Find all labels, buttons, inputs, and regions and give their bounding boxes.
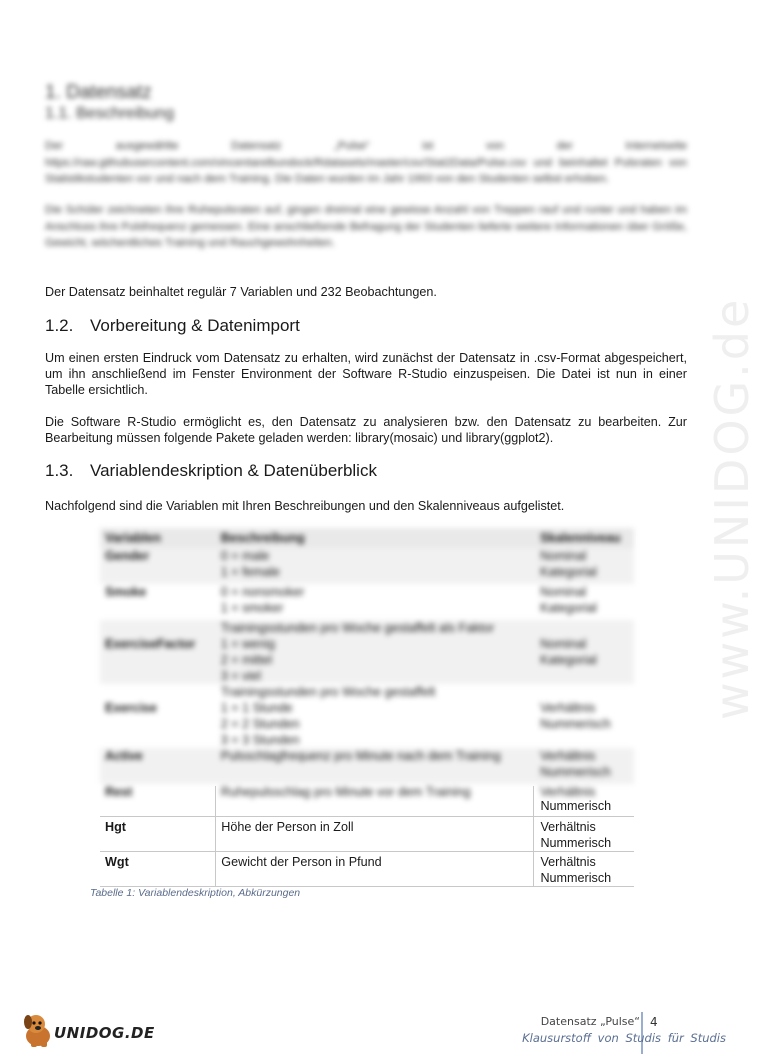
dog-mascot-icon bbox=[22, 1010, 56, 1050]
table-caption: Tabelle 1: Variablendeskription, Abkürzungen bbox=[90, 887, 301, 899]
cell-line: 2 = mittel bbox=[220, 653, 273, 667]
footer-document-title: Datensatz „Pulse“ bbox=[540, 1015, 640, 1028]
table-cell: Verhältnis bbox=[540, 785, 596, 799]
table-header-cell: Beschreibung bbox=[220, 531, 305, 545]
table-row bbox=[100, 584, 634, 620]
cell-line: 0 = nonsmoker bbox=[220, 585, 305, 599]
table-cell bbox=[216, 620, 534, 684]
cell-line: Kategorial bbox=[540, 601, 597, 615]
table-cell bbox=[534, 584, 634, 620]
table-cell bbox=[216, 584, 534, 620]
section-title: Variablendeskription & Datenüberblick bbox=[90, 461, 377, 480]
table-header-cell: Variablen bbox=[105, 531, 162, 545]
table-cell: Exercise bbox=[105, 701, 157, 715]
table-cell: Rest bbox=[105, 785, 133, 799]
table-cell bbox=[534, 548, 634, 584]
table-cell bbox=[100, 786, 215, 816]
cell-line: Nummerisch bbox=[540, 836, 612, 850]
table-cell bbox=[216, 548, 534, 584]
table-cell: Nummerisch bbox=[540, 799, 612, 813]
cell-line: 2 = 2 Stunden bbox=[220, 717, 300, 731]
variable-table-blurred bbox=[100, 528, 634, 806]
cell-line: 0 = male bbox=[220, 549, 270, 563]
paragraph-dataset-source: Der ausgewählte Datensatz „Pulse“ ist von der Internetseite https://raw.githubusercontent.com/vincentarelbundock/Rdatasets/master/csv/Stat2Data/Pulse.csv und beinhaltet Pulsraten von Statistikstudenten vor und nach dem Training. Die Daten wurden im Jahr 1993 von den Studenten selbst erhoben. bbox=[45, 140, 687, 185]
chapter-heading: 1. Datensatz bbox=[45, 82, 152, 103]
table-header-cell: Skalenniveau bbox=[540, 531, 621, 545]
table-row bbox=[100, 816, 634, 851]
table-cell bbox=[534, 620, 634, 684]
table-cell bbox=[534, 684, 634, 748]
paragraph-table-intro: Nachfolgend sind die Variablen mit Ihren Beschreibungen und den Skalenniveaus aufgelistet. bbox=[45, 499, 565, 513]
table-cell: Ruhepulsschlag pro Minute vor dem Training bbox=[220, 785, 471, 799]
table-cell bbox=[216, 684, 534, 748]
table-row bbox=[100, 851, 634, 887]
table-cell bbox=[534, 817, 634, 851]
table-cell: Gender bbox=[105, 549, 150, 563]
table-cell bbox=[534, 748, 634, 784]
table-cell: ExerciseFactor bbox=[105, 637, 196, 651]
cell-line: Verhältnis bbox=[540, 749, 596, 763]
section-heading-1-1: 1.1. Beschreibung bbox=[45, 105, 174, 122]
section-title: Vorbereitung & Datenimport bbox=[90, 316, 300, 335]
table-row bbox=[100, 548, 634, 584]
cell-line: Verhältnis bbox=[540, 820, 596, 834]
cell-line: Kategorial bbox=[540, 565, 597, 579]
variable-table-visible bbox=[100, 786, 634, 887]
cell-line: 3 = 3 Stunden bbox=[220, 733, 300, 747]
table-cell: Höhe der Person in Zoll bbox=[215, 817, 534, 851]
cell-line: Nominal bbox=[540, 549, 587, 563]
table-cell: Smoke bbox=[105, 585, 147, 599]
table-cell: Active bbox=[105, 749, 143, 763]
section-heading-1-2 bbox=[45, 316, 300, 336]
table-cell: Wgt bbox=[105, 855, 129, 869]
paragraph-dataset-method: Die Schüler zeichneten ihre Ruhepulsraten auf, gingen dreimal eine gewisse Anzahl von Treppen rauf und runter und haben im Anschluss ihre Pulsfrequenz gemessen. Eine anschließende Befragung der Studenten lieferte weitere Informationen über Größe, Gewicht, wöchentliches Training und Rauchgewohnheiten. bbox=[45, 204, 687, 249]
table-header-row bbox=[100, 528, 634, 548]
unidog-logo[interactable] bbox=[22, 1010, 155, 1050]
paragraph-dataset-size: Der Datensatz beinhaltet regulär 7 Variablen und 232 Beobachtungen. bbox=[45, 285, 437, 299]
cell-line: Trainingsstunden pro Woche gestaffelt als Faktor bbox=[220, 621, 495, 635]
cell-line: Nominal bbox=[540, 585, 587, 599]
table-row bbox=[100, 786, 634, 816]
cell-line: Verhältnis bbox=[540, 701, 596, 715]
table-cell bbox=[534, 852, 634, 886]
table-cell: Hgt bbox=[105, 820, 126, 834]
table-cell bbox=[215, 786, 534, 816]
footer-tagline: Klausurstoff von Studis für Studis bbox=[522, 1031, 726, 1045]
cell-line: 1 = smoker bbox=[220, 601, 284, 615]
cell-line: Verhältnis bbox=[540, 855, 596, 869]
cell-line: 1 = female bbox=[220, 565, 280, 579]
cell-line: Nummerisch bbox=[540, 765, 611, 779]
cell-line: 1 = 1 Stunde bbox=[220, 701, 293, 715]
cell-line: 3 = viel bbox=[220, 669, 261, 683]
logo-text: UNIDOG.DE bbox=[54, 1024, 155, 1042]
paragraph-rstudio: Die Software R-Studio ermöglicht es, den Datensatz zu analysieren bzw. den Datensatz zu bearbeiten. Zur Bearbeitung müssen folgende Pakete geladen werden: library(mosaic) und library(ggplot2). bbox=[45, 415, 687, 445]
cell-line: Kategorial bbox=[540, 653, 597, 667]
table-row bbox=[100, 748, 634, 784]
paragraph-import: Um einen ersten Eindruck vom Datensatz zu erhalten, wird zunächst der Datensatz in .csv-Format abgespeichert, um ihn anschließend im Fenster Environment der Software R-Studio einzuspeisen. Die Datei ist nun in einer Tabelle ersichtlich. bbox=[45, 351, 687, 397]
table-row bbox=[100, 684, 634, 748]
table-cell: Gewicht der Person in Pfund bbox=[215, 852, 534, 886]
watermark: www.UNIDOG.de bbox=[705, 296, 759, 720]
cell-line: Nummerisch bbox=[540, 717, 611, 731]
table-row bbox=[100, 620, 634, 684]
cell-line: Nominal bbox=[540, 637, 587, 651]
table-cell: Pulsschlagfrequenz pro Minute nach dem Training bbox=[220, 749, 501, 763]
cell-line: 1 = wenig bbox=[220, 637, 275, 651]
section-heading-1-3 bbox=[45, 461, 377, 481]
cell-line: Nummerisch bbox=[540, 871, 612, 885]
section-number: 1.3. bbox=[45, 461, 74, 480]
cell-line: Trainingsstunden pro Woche gestaffelt bbox=[220, 685, 436, 699]
page-number: 4 bbox=[650, 1015, 658, 1029]
section-number: 1.2. bbox=[45, 316, 74, 335]
